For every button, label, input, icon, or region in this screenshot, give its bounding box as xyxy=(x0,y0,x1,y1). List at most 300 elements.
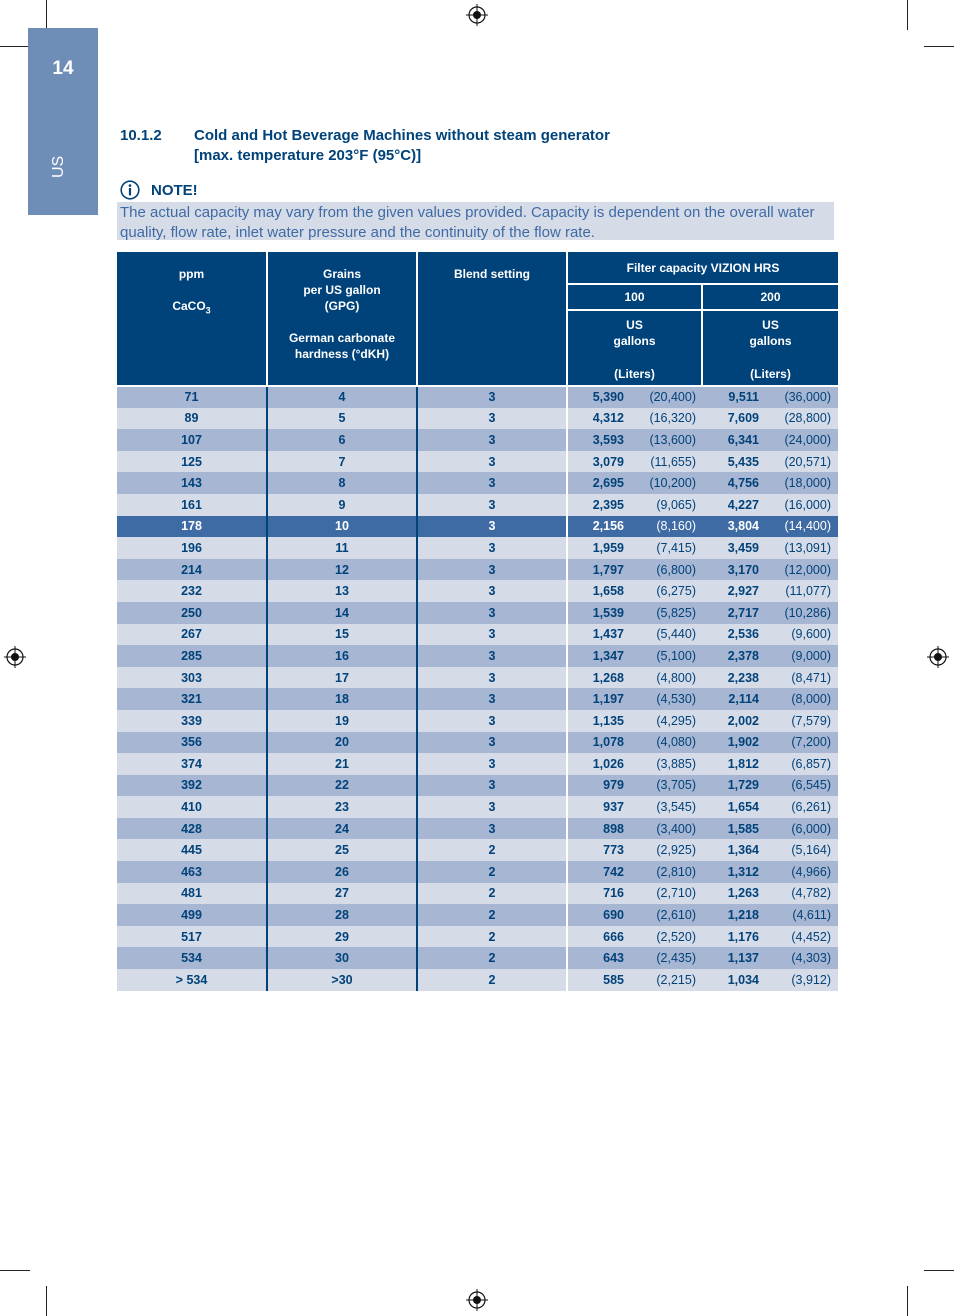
grains-value: 10 xyxy=(335,519,349,534)
liters-value: (6,545) xyxy=(791,778,831,793)
gallons-value: 1,959 xyxy=(592,540,624,555)
ppm-value: 410 xyxy=(181,800,202,815)
liters-value: (4,782) xyxy=(791,886,831,901)
capacity-table xyxy=(117,252,838,991)
liters-value: (5,440) xyxy=(656,627,696,642)
ppm-value: 214 xyxy=(181,562,202,577)
note-header xyxy=(120,180,198,200)
ppm-value: 321 xyxy=(181,692,202,707)
ppm-value: 303 xyxy=(181,670,202,685)
header-ppm xyxy=(117,252,267,386)
liters-value: (24,000) xyxy=(784,432,831,447)
blend-value: 2 xyxy=(488,951,496,966)
liters-value: (12,000) xyxy=(784,562,831,577)
cell-capacity-100 xyxy=(567,732,702,754)
gallons-value: 4,227 xyxy=(727,497,759,512)
grains-value: 5 xyxy=(338,411,346,426)
grains-value: 25 xyxy=(335,843,349,858)
gallons-value: 6,341 xyxy=(727,432,759,447)
cell-capacity-200 xyxy=(702,386,838,408)
cell-capacity-200 xyxy=(702,904,838,926)
cell-capacity-100 xyxy=(567,580,702,602)
grains-value: 19 xyxy=(335,713,349,728)
cell-blend xyxy=(417,732,567,754)
cell-capacity-100 xyxy=(567,775,702,797)
registration-mark-icon xyxy=(466,1289,488,1311)
cell-ppm xyxy=(117,472,267,494)
cell-capacity-100 xyxy=(567,516,702,538)
liters-value: (5,100) xyxy=(656,648,696,663)
grains-value: 11 xyxy=(335,540,349,555)
cell-capacity-200 xyxy=(702,796,838,818)
cell-capacity-200 xyxy=(702,472,838,494)
gallons-value: 2,695 xyxy=(592,476,624,491)
ppm-value: 428 xyxy=(181,821,202,836)
ppm-value: 232 xyxy=(181,584,202,599)
cell-blend xyxy=(417,472,567,494)
cell-ppm xyxy=(117,796,267,818)
liters-value: (8,471) xyxy=(791,670,831,685)
cell-capacity-200 xyxy=(702,732,838,754)
cell-ppm xyxy=(117,537,267,559)
header-size-200: 200 xyxy=(702,284,838,310)
cell-capacity-200 xyxy=(702,775,838,797)
grains-value: 21 xyxy=(335,756,349,771)
gallons-value: 1,197 xyxy=(592,692,624,707)
crop-mark xyxy=(907,0,908,30)
cell-capacity-200 xyxy=(702,667,838,689)
gallons-value: 1,729 xyxy=(727,778,759,793)
liters-value: (2,215) xyxy=(656,972,696,987)
liters-value: (7,415) xyxy=(656,540,696,555)
cell-capacity-100 xyxy=(567,688,702,710)
gallons-value: 979 xyxy=(603,778,624,793)
cell-blend xyxy=(417,429,567,451)
cell-blend xyxy=(417,969,567,991)
cell-capacity-200 xyxy=(702,969,838,991)
gallons-value: 2,378 xyxy=(727,648,759,663)
gallons-value: 1,654 xyxy=(727,800,759,815)
crop-mark xyxy=(0,1270,30,1271)
cell-ppm xyxy=(117,624,267,646)
liters-value: (7,579) xyxy=(791,713,831,728)
header-unit-100: US gallons (Liters) xyxy=(567,310,702,386)
ppm-value: 534 xyxy=(181,951,202,966)
liters-value: (8,000) xyxy=(791,692,831,707)
registration-mark-icon xyxy=(4,646,26,668)
note-text: The actual capacity may vary from the given values provided. Capacity is dependent on the overall water quality, flow rate, inlet water pressure and the continuity of the flow rate. xyxy=(117,202,834,240)
cell-grains xyxy=(267,602,417,624)
table-row xyxy=(117,732,838,754)
liters-value: (7,200) xyxy=(791,735,831,750)
cell-ppm xyxy=(117,710,267,732)
grains-value: 6 xyxy=(338,432,346,447)
table-row xyxy=(117,947,838,969)
table-row xyxy=(117,926,838,948)
cell-grains xyxy=(267,537,417,559)
cell-ppm xyxy=(117,775,267,797)
liters-value: (4,800) xyxy=(656,670,696,685)
liters-value: (16,320) xyxy=(649,411,696,426)
cell-ppm xyxy=(117,386,267,408)
cell-capacity-100 xyxy=(567,861,702,883)
grains-value: 27 xyxy=(335,886,349,901)
ppm-value: 517 xyxy=(181,929,202,944)
ppm-value: > 534 xyxy=(175,972,208,987)
cell-grains xyxy=(267,386,417,408)
cell-blend xyxy=(417,883,567,905)
cell-capacity-100 xyxy=(567,624,702,646)
gallons-value: 1,263 xyxy=(727,886,759,901)
ppm-value: 267 xyxy=(181,627,202,642)
ppm-value: 463 xyxy=(181,864,202,879)
grains-value: 30 xyxy=(335,951,349,966)
grains-value: 20 xyxy=(335,735,349,750)
gallons-value: 1,135 xyxy=(592,713,624,728)
cell-capacity-200 xyxy=(702,926,838,948)
liters-value: (16,000) xyxy=(784,497,831,512)
header-caco3-label: CaCO$_3$ xyxy=(172,299,211,316)
gallons-value: 5,390 xyxy=(592,390,624,405)
cell-capacity-200 xyxy=(702,559,838,581)
ppm-value: 125 xyxy=(181,454,202,469)
table-row xyxy=(117,494,838,516)
grains-value: 9 xyxy=(338,497,346,512)
cell-capacity-100 xyxy=(567,710,702,732)
gallons-value: 2,927 xyxy=(727,584,759,599)
table-row xyxy=(117,667,838,689)
gallons-value: 643 xyxy=(603,951,624,966)
gallons-value: 2,002 xyxy=(727,713,759,728)
ppm-value: 196 xyxy=(181,540,202,555)
note-title: NOTE! xyxy=(151,181,198,199)
ppm-value: 107 xyxy=(181,432,202,447)
cell-capacity-100 xyxy=(567,904,702,926)
section-title-line1: Cold and Hot Beverage Machines without steam generator xyxy=(194,127,610,144)
cell-grains xyxy=(267,883,417,905)
blend-value: 3 xyxy=(488,584,496,599)
gallons-value: 1,437 xyxy=(592,627,624,642)
liters-value: (10,286) xyxy=(784,605,831,620)
gallons-value: 3,170 xyxy=(727,562,759,577)
gallons-value: 1,312 xyxy=(727,864,759,879)
cell-blend xyxy=(417,516,567,538)
cell-ppm xyxy=(117,839,267,861)
cell-grains xyxy=(267,775,417,797)
gallons-value: 1,364 xyxy=(727,843,759,858)
blend-value: 3 xyxy=(488,411,496,426)
cell-ppm xyxy=(117,408,267,430)
liters-value: (5,825) xyxy=(656,605,696,620)
header-grains xyxy=(267,252,417,386)
blend-value: 3 xyxy=(488,692,496,707)
cell-capacity-200 xyxy=(702,624,838,646)
liters-value: (3,545) xyxy=(656,800,696,815)
liters-value: (3,885) xyxy=(656,756,696,771)
cell-grains xyxy=(267,451,417,473)
cell-grains xyxy=(267,796,417,818)
gallons-value: 690 xyxy=(603,908,624,923)
cell-blend xyxy=(417,559,567,581)
liters-value: (36,000) xyxy=(784,390,831,405)
gallons-value: 898 xyxy=(603,821,624,836)
ppm-value: 250 xyxy=(181,605,202,620)
liters-value: (4,452) xyxy=(791,929,831,944)
grains-value: 24 xyxy=(335,821,349,836)
liters-value: (13,091) xyxy=(784,540,831,555)
gallons-value: 716 xyxy=(603,886,624,901)
cell-capacity-100 xyxy=(567,926,702,948)
blend-value: 3 xyxy=(488,390,496,405)
cell-capacity-100 xyxy=(567,969,702,991)
cell-capacity-100 xyxy=(567,559,702,581)
gallons-value: 1,797 xyxy=(592,562,624,577)
cell-capacity-200 xyxy=(702,753,838,775)
gallons-value: 1,176 xyxy=(727,929,759,944)
blend-value: 3 xyxy=(488,670,496,685)
liters-value: (9,065) xyxy=(656,497,696,512)
cell-grains xyxy=(267,494,417,516)
info-icon xyxy=(120,180,140,200)
cell-grains xyxy=(267,472,417,494)
cell-grains xyxy=(267,429,417,451)
gallons-value: 1,218 xyxy=(727,908,759,923)
cell-capacity-200 xyxy=(702,710,838,732)
ppm-value: 374 xyxy=(181,756,202,771)
cell-blend xyxy=(417,818,567,840)
liters-value: (4,530) xyxy=(656,692,696,707)
grains-value: 16 xyxy=(335,648,349,663)
ppm-value: 285 xyxy=(181,648,202,663)
cell-grains xyxy=(267,861,417,883)
gallons-value: 2,717 xyxy=(727,605,759,620)
cell-ppm xyxy=(117,516,267,538)
gallons-value: 1,026 xyxy=(592,756,624,771)
table-row xyxy=(117,861,838,883)
page-number: 14 xyxy=(52,58,74,79)
cell-capacity-100 xyxy=(567,408,702,430)
liters-value: (2,520) xyxy=(656,929,696,944)
cell-grains xyxy=(267,732,417,754)
liters-value: (6,275) xyxy=(656,584,696,599)
cell-grains xyxy=(267,580,417,602)
cell-capacity-100 xyxy=(567,818,702,840)
table-row xyxy=(117,537,838,559)
header-german-label: German carbonate xyxy=(288,331,396,345)
table-row xyxy=(117,818,838,840)
table-row xyxy=(117,710,838,732)
gallons-value: 2,536 xyxy=(727,627,759,642)
cell-blend xyxy=(417,645,567,667)
gallons-value: 1,347 xyxy=(592,648,624,663)
cell-ppm xyxy=(117,667,267,689)
gallons-value: 1,539 xyxy=(592,605,624,620)
cell-blend xyxy=(417,451,567,473)
ppm-value: 356 xyxy=(181,735,202,750)
table-row xyxy=(117,839,838,861)
gallons-value: 585 xyxy=(603,972,624,987)
cell-capacity-200 xyxy=(702,947,838,969)
liters-value: (11,655) xyxy=(650,454,696,469)
header-blend-setting: Blend setting xyxy=(417,252,567,386)
gallons-value: 3,459 xyxy=(727,540,759,555)
table-row xyxy=(117,429,838,451)
table-row xyxy=(117,559,838,581)
gallons-value: 1,268 xyxy=(592,670,624,685)
blend-value: 3 xyxy=(488,540,496,555)
crop-mark xyxy=(46,0,47,30)
cell-capacity-100 xyxy=(567,883,702,905)
liters-value: (4,080) xyxy=(656,735,696,750)
cell-grains xyxy=(267,926,417,948)
blend-value: 2 xyxy=(488,972,496,987)
table-row xyxy=(117,775,838,797)
cell-grains xyxy=(267,408,417,430)
liters-value: (20,400) xyxy=(649,390,696,405)
blend-value: 3 xyxy=(488,497,496,512)
table-row xyxy=(117,516,838,538)
gallons-value: 2,395 xyxy=(592,497,624,512)
crop-mark xyxy=(907,1286,908,1316)
table-row xyxy=(117,580,838,602)
cell-capacity-200 xyxy=(702,494,838,516)
table-row xyxy=(117,602,838,624)
cell-ppm xyxy=(117,926,267,948)
grains-value: 29 xyxy=(335,929,349,944)
table-row xyxy=(117,753,838,775)
liters-value: (3,705) xyxy=(656,778,696,793)
crop-mark xyxy=(924,46,954,47)
cell-grains xyxy=(267,969,417,991)
ppm-value: 143 xyxy=(181,476,202,491)
cell-blend xyxy=(417,667,567,689)
header-dkh-label: hardness (°dKH) xyxy=(294,347,390,361)
grains-value: 15 xyxy=(335,627,349,642)
header-grains-label: Grains xyxy=(322,267,361,281)
gallons-value: 1,034 xyxy=(727,972,759,987)
grains-value: 4 xyxy=(338,390,346,405)
cell-grains xyxy=(267,559,417,581)
table-row xyxy=(117,645,838,667)
grains-value: 23 xyxy=(335,800,349,815)
liters-value: (20,571) xyxy=(784,454,831,469)
gallons-value: 4,756 xyxy=(727,476,759,491)
liters-value: (6,261) xyxy=(791,800,831,815)
blend-value: 3 xyxy=(488,432,496,447)
liters-value: (6,000) xyxy=(791,821,831,836)
header-size-100: 100 xyxy=(567,284,702,310)
table-row xyxy=(117,904,838,926)
gallons-value: 2,114 xyxy=(728,692,759,707)
gallons-value: 1,585 xyxy=(727,821,759,836)
cell-capacity-100 xyxy=(567,386,702,408)
grains-value: 22 xyxy=(335,778,349,793)
cell-blend xyxy=(417,861,567,883)
ppm-value: 392 xyxy=(181,778,202,793)
table-row xyxy=(117,408,838,430)
liters-value: (2,925) xyxy=(656,843,696,858)
blend-value: 2 xyxy=(488,929,496,944)
cell-blend xyxy=(417,796,567,818)
liters-value: (14,400) xyxy=(784,519,831,534)
cell-blend xyxy=(417,386,567,408)
grains-value: 26 xyxy=(335,864,349,879)
cell-capacity-100 xyxy=(567,753,702,775)
table-row xyxy=(117,451,838,473)
liters-value: (9,600) xyxy=(791,627,831,642)
cell-capacity-100 xyxy=(567,645,702,667)
cell-blend xyxy=(417,602,567,624)
gallons-value: 2,238 xyxy=(727,670,759,685)
cell-capacity-100 xyxy=(567,472,702,494)
gallons-value: 3,079 xyxy=(592,454,624,469)
cell-blend xyxy=(417,494,567,516)
cell-capacity-200 xyxy=(702,688,838,710)
cell-ppm xyxy=(117,688,267,710)
liters-value: (6,857) xyxy=(791,756,831,771)
cell-blend xyxy=(417,947,567,969)
gallons-value: 1,812 xyxy=(727,756,759,771)
cell-ppm xyxy=(117,753,267,775)
liters-value: (2,435) xyxy=(656,951,696,966)
grains-value: 17 xyxy=(335,670,349,685)
liters-value: (2,810) xyxy=(656,864,696,879)
cell-blend xyxy=(417,580,567,602)
blend-value: 3 xyxy=(488,605,496,620)
cell-ppm xyxy=(117,645,267,667)
gallons-value: 773 xyxy=(603,843,624,858)
liters-value: (9,000) xyxy=(791,648,831,663)
cell-blend xyxy=(417,839,567,861)
cell-grains xyxy=(267,667,417,689)
blend-value: 3 xyxy=(488,519,496,534)
gallons-value: 3,593 xyxy=(592,432,624,447)
cell-ppm xyxy=(117,969,267,991)
cell-grains xyxy=(267,688,417,710)
header-gpg-label: (GPG) xyxy=(324,299,360,313)
table-row xyxy=(117,883,838,905)
gallons-value: 937 xyxy=(603,800,624,815)
cell-ppm xyxy=(117,861,267,883)
cell-grains xyxy=(267,516,417,538)
liters-value: (18,000) xyxy=(784,476,831,491)
header-filter-capacity: Filter capacity VIZION HRS xyxy=(567,252,838,284)
crop-mark xyxy=(46,1286,47,1316)
cell-grains xyxy=(267,947,417,969)
cell-ppm xyxy=(117,559,267,581)
cell-ppm xyxy=(117,580,267,602)
cell-capacity-100 xyxy=(567,494,702,516)
cell-capacity-200 xyxy=(702,645,838,667)
section-number: 10.1.2 xyxy=(120,127,162,144)
liters-value: (4,611) xyxy=(792,908,831,923)
gallons-value: 742 xyxy=(603,864,624,879)
ppm-value: 161 xyxy=(181,497,202,512)
cell-capacity-200 xyxy=(702,537,838,559)
blend-value: 3 xyxy=(488,454,496,469)
ppm-value: 499 xyxy=(181,908,202,923)
cell-ppm xyxy=(117,904,267,926)
cell-capacity-200 xyxy=(702,602,838,624)
header-per-gallon-label: per US gallon xyxy=(303,283,381,297)
ppm-value: 71 xyxy=(184,390,199,405)
liters-value: (4,303) xyxy=(791,951,831,966)
ppm-value: 89 xyxy=(184,411,199,426)
blend-value: 3 xyxy=(488,627,496,642)
cell-grains xyxy=(267,904,417,926)
cell-grains xyxy=(267,839,417,861)
registration-mark-icon xyxy=(466,4,488,26)
